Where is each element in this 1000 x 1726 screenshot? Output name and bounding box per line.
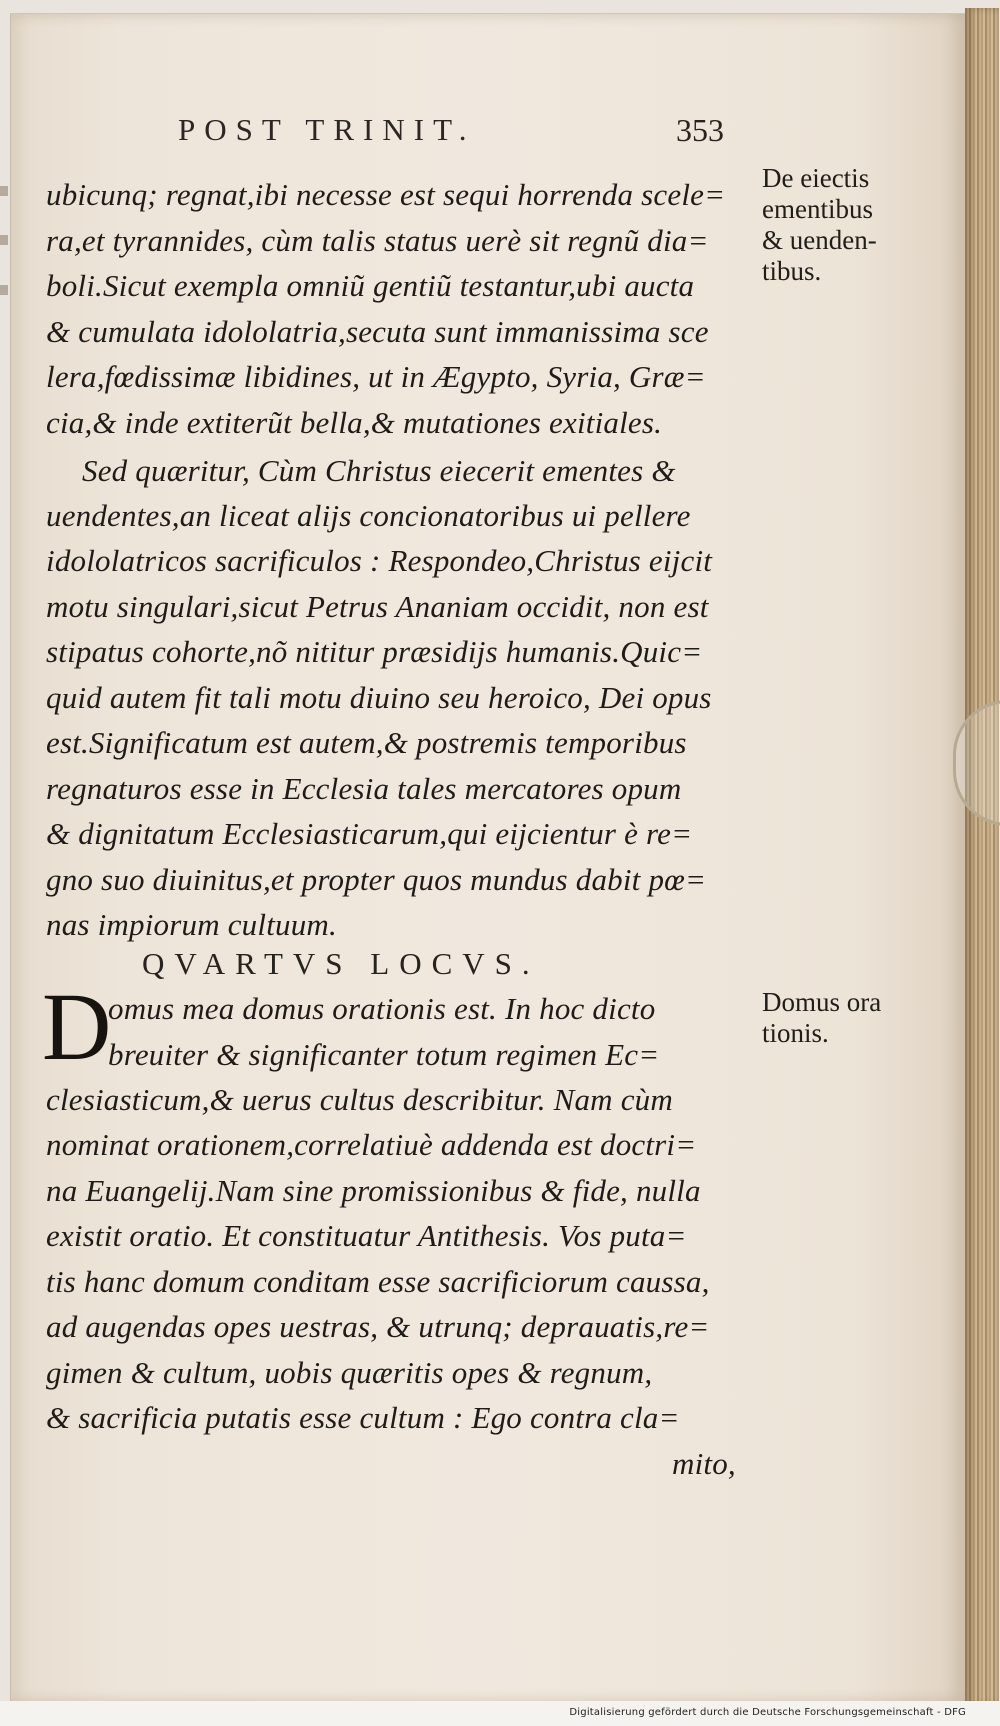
text-line: Sed quæritur, Cùm Christus eiecerit ementes & xyxy=(82,453,676,488)
text-line: boli.Sicut exempla omniũ gentiũ testantur,ubi aucta xyxy=(46,268,695,303)
digitization-credit: Digitalisierung gefördert durch die Deutsche Forschungsgemeinschaft - DFG xyxy=(569,1707,966,1718)
text-line: & dignitatum Ecclesiasticarum,qui eijcientur è re= xyxy=(46,816,693,851)
text-line: cia,& inde extiterũt bella,& mutationes exitiales. xyxy=(46,405,663,440)
text-line: mito, xyxy=(672,1446,736,1481)
left-margin-mark xyxy=(0,186,8,196)
text-line: existit oratio. Et constituatur Antithesis. Vos puta= xyxy=(46,1218,687,1253)
margin-note-domus: Domus ora tionis. xyxy=(762,987,882,1048)
text-line: idololatricos sacrificulos : Respondeo,Christus eijcit xyxy=(46,543,713,578)
text-line: est.Significatum est autem,& postremis temporibus xyxy=(46,725,687,760)
text-line: nas impiorum cultuum. xyxy=(46,907,337,942)
text-line: gimen & cultum, uobis quæritis opes & regnum, xyxy=(46,1355,653,1390)
text-line: clesiasticum,& uerus cultus describitur. Nam cùm xyxy=(46,1082,673,1117)
text-line: & sacrificia putatis esse cultum : Ego contra cla= xyxy=(46,1400,680,1435)
text-line: na Euangelij.Nam sine promissionibus & fide, nulla xyxy=(46,1173,701,1208)
margin-note-eiectis: De eiectis ementibus & uenden- tibus. xyxy=(762,163,877,286)
left-margin-mark xyxy=(0,235,8,245)
section-heading: QVARTVS LOCVS. xyxy=(142,946,540,981)
drop-cap-initial: D xyxy=(42,973,112,1080)
running-head: POST TRINIT. xyxy=(178,112,476,147)
text-line: ra,et tyrannides, cùm talis status uerè sit regnũ dia= xyxy=(46,223,709,258)
text-line: uendentes,an liceat alijs concionatoribus ui pellere xyxy=(46,498,691,533)
text-line: breuiter & significanter totum regimen Ec= xyxy=(108,1037,660,1072)
text-line: gno suo diuinitus,et propter quos mundus dabit pœ= xyxy=(46,862,707,897)
text-line: & cumulata idololatria,secuta sunt immanissima sce xyxy=(46,314,709,349)
text-line: quid autem fit tali motu diuino seu heroico, Dei opus xyxy=(46,680,712,715)
text-line: lera,fœdissimæ libidines, ut in Ægypto, Syria, Græ= xyxy=(46,359,706,394)
page-number: 353 xyxy=(676,112,724,148)
text-line: regnaturos esse in Ecclesia tales mercatores opum xyxy=(46,771,682,806)
text-line: ubicunq; regnat,ibi necesse est sequi horrenda scele= xyxy=(46,177,726,212)
text-line: tis hanc domum conditam esse sacrificiorum caussa, xyxy=(46,1264,710,1299)
text-line: motu singulari,sicut Petrus Ananiam occidit, non est xyxy=(46,589,709,624)
text-line: stipatus cohorte,nõ nititur præsidijs humanis.Quic= xyxy=(46,634,703,669)
book-edge xyxy=(965,8,999,1705)
text-line: nominat orationem,correlatiuè addenda est doctri= xyxy=(46,1127,697,1162)
left-margin-mark xyxy=(0,285,8,295)
text-line: omus mea domus orationis est. In hoc dicto xyxy=(108,991,656,1026)
text-line: ad augendas opes uestras, & utrunq; deprauatis,re= xyxy=(46,1309,710,1344)
